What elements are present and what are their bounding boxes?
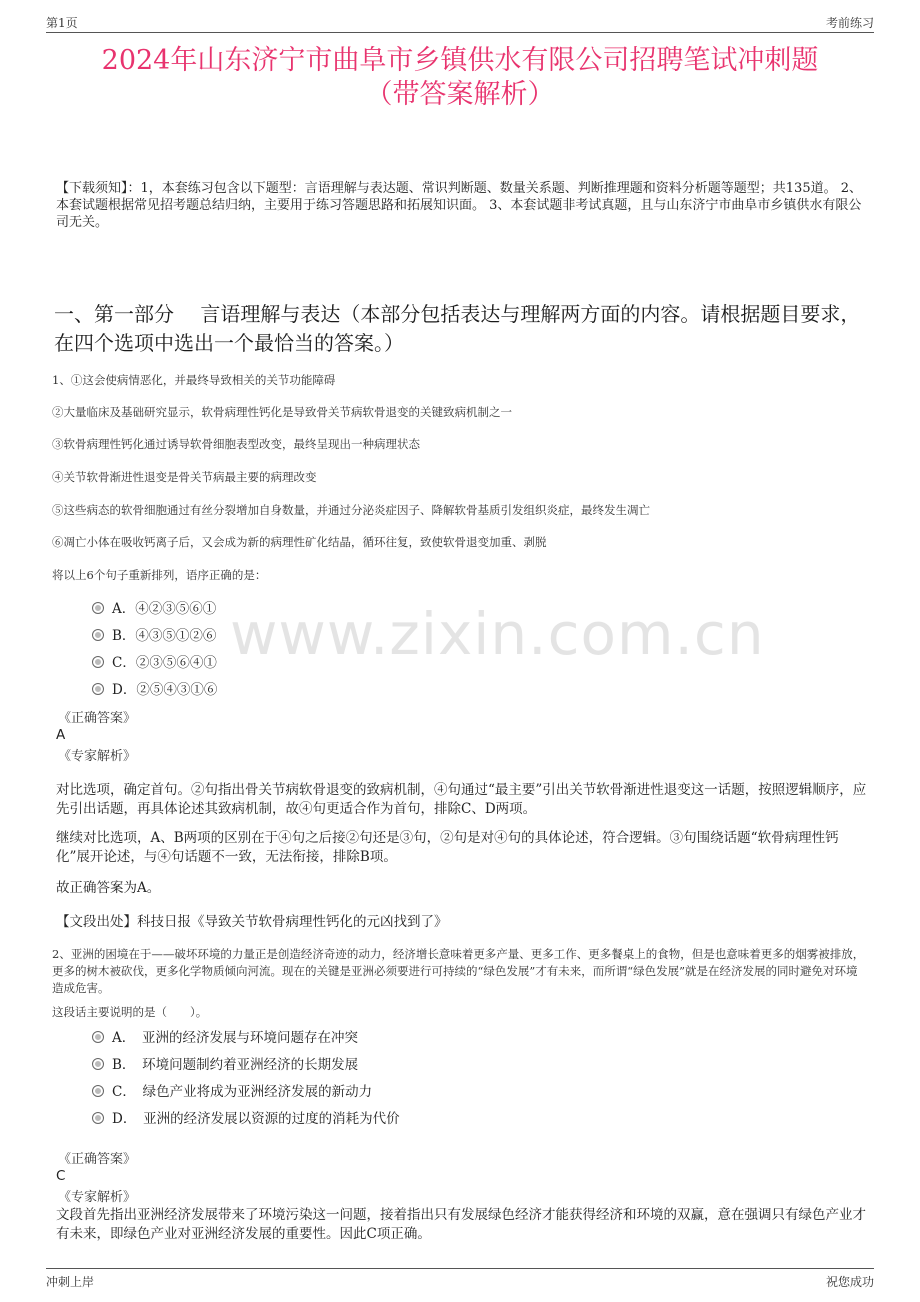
section-heading: 一、第一部分 言语理解与表达（本部分包括表达与理解两方面的内容。请根据题目要求，在四个选项中选出一个最恰当的答案。） — [54, 302, 861, 355]
header-label: 考前练习 — [825, 16, 874, 30]
q1-prompt: 将以上6个句子重新排列，语序正确的是： — [52, 568, 267, 582]
footer-left: 冲刺上岸 — [46, 1275, 95, 1289]
watermark: www.zixin.com.cn — [230, 600, 765, 668]
q2-option-a[interactable]: A． 亚洲的经济发展与环境问题存在冲突 — [92, 1029, 358, 1047]
page-header — [46, 12, 874, 33]
q1-sentence-5: ⑤这些病态的软骨细胞通过有丝分裂增加自身数量，并通过分泌炎症因子、降解软骨基质引发组织炎症，最终发生凋亡 — [52, 503, 650, 517]
q1-option-a[interactable]: A．④②③⑤⑥① — [92, 600, 216, 618]
title-line-1: 2024年山东济宁市曲阜市乡镇供水有限公司招聘笔试冲刺题 — [101, 45, 819, 76]
radio-icon[interactable] — [92, 629, 104, 641]
radio-icon[interactable] — [92, 1031, 104, 1043]
q2-option-d[interactable]: D． 亚洲的经济发展以资源的过度的消耗为代价 — [92, 1110, 400, 1128]
q1-analysis-label: 《专家解析》 — [58, 749, 137, 764]
q2-answer-label: 《正确答案》 — [58, 1152, 137, 1167]
document-title — [40, 44, 880, 112]
q2-analysis: 文段首先指出亚洲经济发展带来了环境污染这一问题，接着指出只有发展绿色经济才能获得经济和环境的双赢，意在强调只有绿色产业才有未来，即绿色产业对亚洲经济发展的重要性。因此C项正确。 — [56, 1207, 866, 1242]
q2-text: 2、亚洲的困境在于——破坏环境的力量正是创造经济奇迹的动力，经济增长意味着更多产量、更多工作、更多餐桌上的食物，但是也意味着更多的烟雾被排放，更多的树木被砍伐，更多化学物质倾向河流。现在的关键是亚洲必须要进行可持续的“绿色发展”才有未来，而所谓“绿色发展”就是在经济发展的同时避免对环境造成危害。 — [52, 947, 865, 995]
q1-analysis-3: 故正确答案为A。 — [56, 880, 161, 896]
q1-option-b[interactable]: B．④③⑤①②⑥ — [92, 627, 216, 645]
title-line-2: （带答案解析） — [365, 79, 555, 110]
radio-icon[interactable] — [92, 683, 104, 695]
q1-option-c[interactable]: C．②③⑤⑥④① — [92, 654, 217, 672]
radio-icon[interactable] — [92, 1112, 104, 1124]
q1-option-d[interactable]: D．②⑤④③①⑥ — [92, 681, 217, 699]
q1-answer-label: 《正确答案》 — [58, 711, 137, 726]
page-number: 第1页 — [46, 16, 78, 30]
radio-icon[interactable] — [92, 1085, 104, 1097]
q1-answer: A — [56, 727, 66, 743]
download-notice: 【下载须知】：1，本套练习包含以下题型：言语理解与表达题、常识判断题、数量关系题、判断推理题和资料分析题等题型；共135道。 2、本套试题根据常见招考题总结归纳，主要用于练习答题思路和拓展知识面。 3、本套试题非考试真题，且与山东济宁市曲阜市乡镇供水有限公司无关。 — [56, 181, 862, 230]
q2-option-b[interactable]: B． 环境问题制约着亚洲经济的长期发展 — [92, 1056, 358, 1074]
radio-icon[interactable] — [92, 602, 104, 614]
q1-sentence-6: ⑥凋亡小体在吸收钙离子后，又会成为新的病理性矿化结晶，循环往复，致使软骨退变加重、剥脱 — [52, 535, 547, 549]
q2-option-c[interactable]: C． 绿色产业将成为亚洲经济发展的新动力 — [92, 1083, 372, 1101]
q2-prompt: 这段话主要说明的是（ ）。 — [52, 1005, 208, 1019]
q2-answer: C — [56, 1168, 66, 1184]
q1-sentence-2: ②大量临床及基础研究显示，软骨病理性钙化是导致骨关节病软骨退变的关键致病机制之一 — [52, 405, 512, 419]
radio-icon[interactable] — [92, 656, 104, 668]
radio-icon[interactable] — [92, 1058, 104, 1070]
q1-analysis-1: 对比选项，确定首句。②句指出骨关节病软骨退变的致病机制，④句通过“最主要”引出关节软骨渐进性退变这一话题，按照逻辑顺序，应先引出话题，再具体论述其致病机制，故④句更适合作为首句，排除C、D两项。 — [56, 782, 867, 817]
q1-sentence-4: ④关节软骨渐进性退变是骨关节病最主要的病理改变 — [52, 470, 317, 484]
q2-analysis-label: 《专家解析》 — [58, 1190, 137, 1205]
q1-sentence-3: ③软骨病理性钙化通过诱导软骨细胞表型改变，最终呈现出一种病理状态 — [52, 437, 420, 451]
q1-sentence-1: 1、①这会使病情恶化，并最终导致相关的关节功能障碍 — [52, 373, 336, 387]
footer-right: 祝您成功 — [825, 1275, 874, 1289]
page-footer — [46, 1268, 874, 1289]
q1-analysis-2: 继续对比选项，A、B两项的区别在于④句之后接②句还是③句，②句是对④句的具体论述，符合逻辑。③句围绕话题“软骨病理性钙化”展开论述，与④句话题不一致，无法衔接，排除B项。 — [56, 830, 839, 865]
q1-source: 【文段出处】科技日报《导致关节软骨病理性钙化的元凶找到了》 — [56, 914, 448, 930]
